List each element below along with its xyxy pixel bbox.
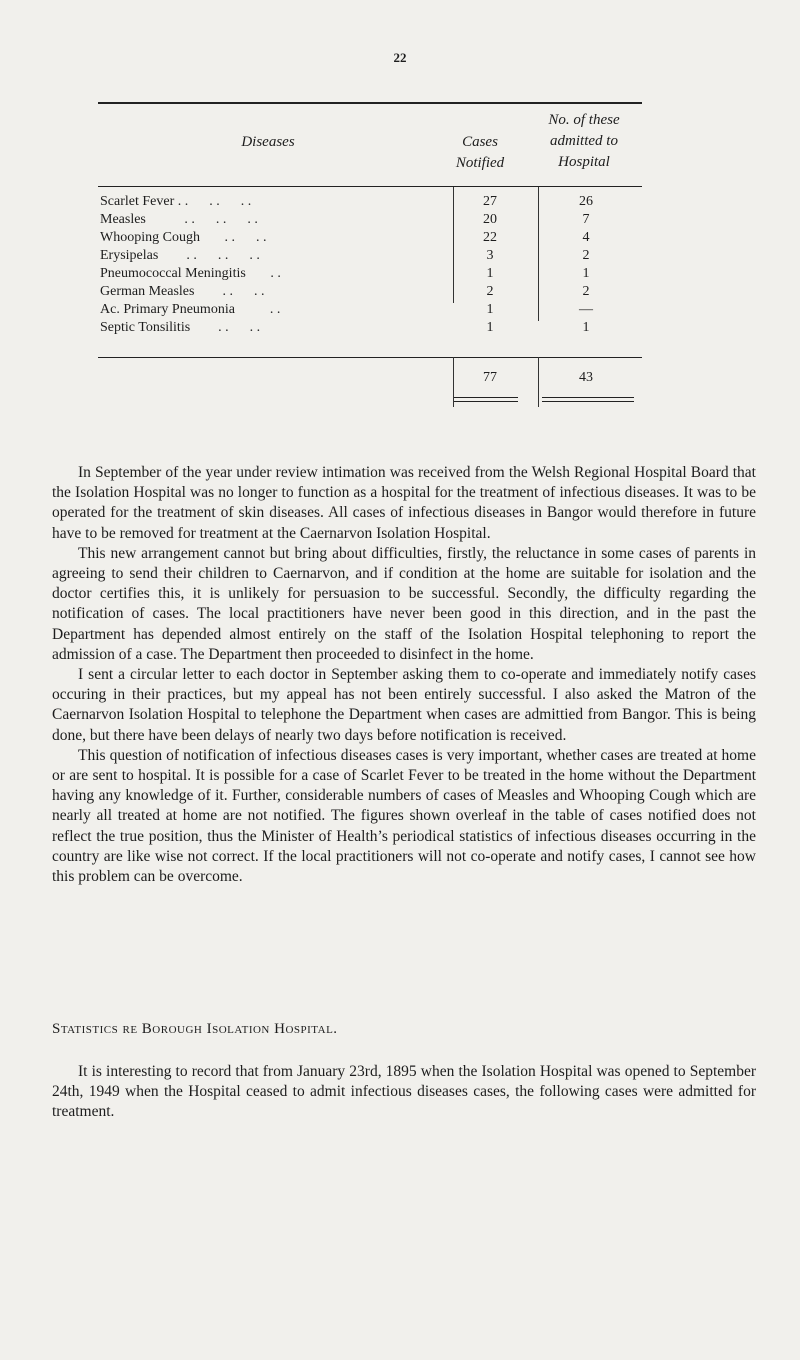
- disease-name: Scarlet Fever . . . . . .: [100, 194, 252, 209]
- disease-name: German Measles . . . .: [100, 284, 265, 299]
- total-double-rule-left: [454, 397, 518, 402]
- admitted-value: 1: [582, 266, 590, 281]
- cases-notified-value: 3: [486, 248, 494, 263]
- cases-notified-value: 1: [486, 302, 494, 317]
- header-admitted-line3: Hospital: [558, 154, 610, 170]
- admitted-value: 2: [582, 284, 590, 299]
- header-admitted-hospital: [512, 110, 656, 173]
- cases-notified-value: 22: [483, 230, 497, 245]
- header-admitted-line2: admitted to: [550, 133, 618, 149]
- paragraph: This new arrangement cannot but bring about difficulties, firstly, the reluctance in some cases of parents in agreeing to send their children to Caernarvon, and if condition at the home are suitable for isolation and the doctor certifies this, it is unlikely for persuasion to be successful. Secondly, the difficulty regarding the notification of cases. The local practitioners have never been good in this direction, and in the past the Department has depended almost entirely on the staff of the Isolation Hospital telephoning to report the admission of a case. The Department then proceeded to disinfect in the home.: [52, 544, 756, 663]
- table-header: [98, 104, 642, 186]
- paragraph: I sent a circular letter to each doctor in September asking them to co-operate and immediately notify cases occuring in their practices, but my appeal has not been entirely successful. I also asked the Matron of the Caernarvon Isolation Hospital to telephone the Department when cases are admittied from Bangor. This is being done, but there have been delays of nearly two days before notification is received.: [52, 666, 756, 744]
- cases-notified-value: 1: [486, 320, 494, 335]
- cases-notified-value: 1: [486, 266, 494, 281]
- paragraph: This question of notification of infectious diseases cases is very important, whether cases are treated at home or are sent to hospital. It is possible for a case of Scarlet Fever to be treated in the home without the Department having any knowledge of it. Further, considerable numbers of cases of Measles and Whooping Cough which are nearly all treated at home are not notified. The figures shown overleaf in the table of cases notified does not reflect the true position, thus the Minister of Health’s periodical statistics of infectious diseases occurring in the country are like wise not correct. If the local practitioners will not co-operate and notify cases, I cannot see how this problem can be overcome.: [52, 746, 756, 886]
- total-rule: [98, 357, 642, 358]
- disease-name: Pneumococcal Meningitis . .: [100, 266, 281, 281]
- header-diseases: Diseases: [241, 134, 295, 150]
- table-row: [98, 193, 642, 211]
- table-row: [98, 301, 642, 319]
- total-notified: 77: [483, 370, 497, 385]
- disease-name: Septic Tonsilitis . . . .: [100, 320, 261, 335]
- disease-name: Erysipelas . . . . . .: [100, 248, 260, 263]
- admitted-value: 2: [582, 248, 590, 263]
- cases-notified-value: 20: [483, 212, 497, 227]
- disease-name: Whooping Cough . . . .: [100, 230, 267, 245]
- cases-notified-value: 2: [486, 284, 494, 299]
- table-row: [98, 211, 642, 229]
- cases-notified-value: 27: [483, 194, 497, 209]
- table-row: [98, 283, 642, 301]
- table-total-row: [98, 357, 642, 401]
- table-row: [98, 319, 642, 337]
- total-admitted: 43: [579, 370, 593, 385]
- admitted-value: 4: [582, 230, 590, 245]
- header-admitted-line1: No. of these: [548, 112, 620, 128]
- table-row: [98, 229, 642, 247]
- paragraph: In September of the year under review intimation was received from the Welsh Regional Hospital Board that the Isolation Hospital was no longer to function as a hospital for the treatment of infectious diseases. It was to be operated for the treatment of skin diseases. All cases of infectious diseases in Bangor would therefore in future have to be removed for treatment at the Caernarvon Isolation Hospital.: [52, 464, 756, 542]
- header-cases-line1: Cases: [462, 134, 498, 150]
- body-text: [52, 463, 756, 887]
- final-text: [52, 1062, 756, 1123]
- admitted-value: 26: [579, 194, 593, 209]
- admitted-value: 1: [582, 320, 590, 335]
- table-body: [98, 187, 642, 401]
- disease-name: Measles . . . . . .: [100, 212, 258, 227]
- admitted-value: 7: [582, 212, 590, 227]
- admitted-value: —: [579, 302, 593, 317]
- section-heading: Statistics re Borough Isolation Hospital.: [52, 1021, 338, 1037]
- paragraph: It is interesting to record that from January 23rd, 1895 when the Isolation Hospital was opened to September 24th, 1949 when the Hospital ceased to admit infectious diseases cases, the following cases were admitted for treatment.: [52, 1063, 756, 1121]
- total-double-rule-right: [542, 397, 634, 402]
- diseases-table: [98, 102, 642, 401]
- page-number: 22: [393, 50, 407, 65]
- header-cases-line2: Notified: [455, 155, 505, 171]
- disease-name: Ac. Primary Pneumonia . .: [100, 302, 281, 317]
- table-row: [98, 247, 642, 265]
- table-row: [98, 265, 642, 283]
